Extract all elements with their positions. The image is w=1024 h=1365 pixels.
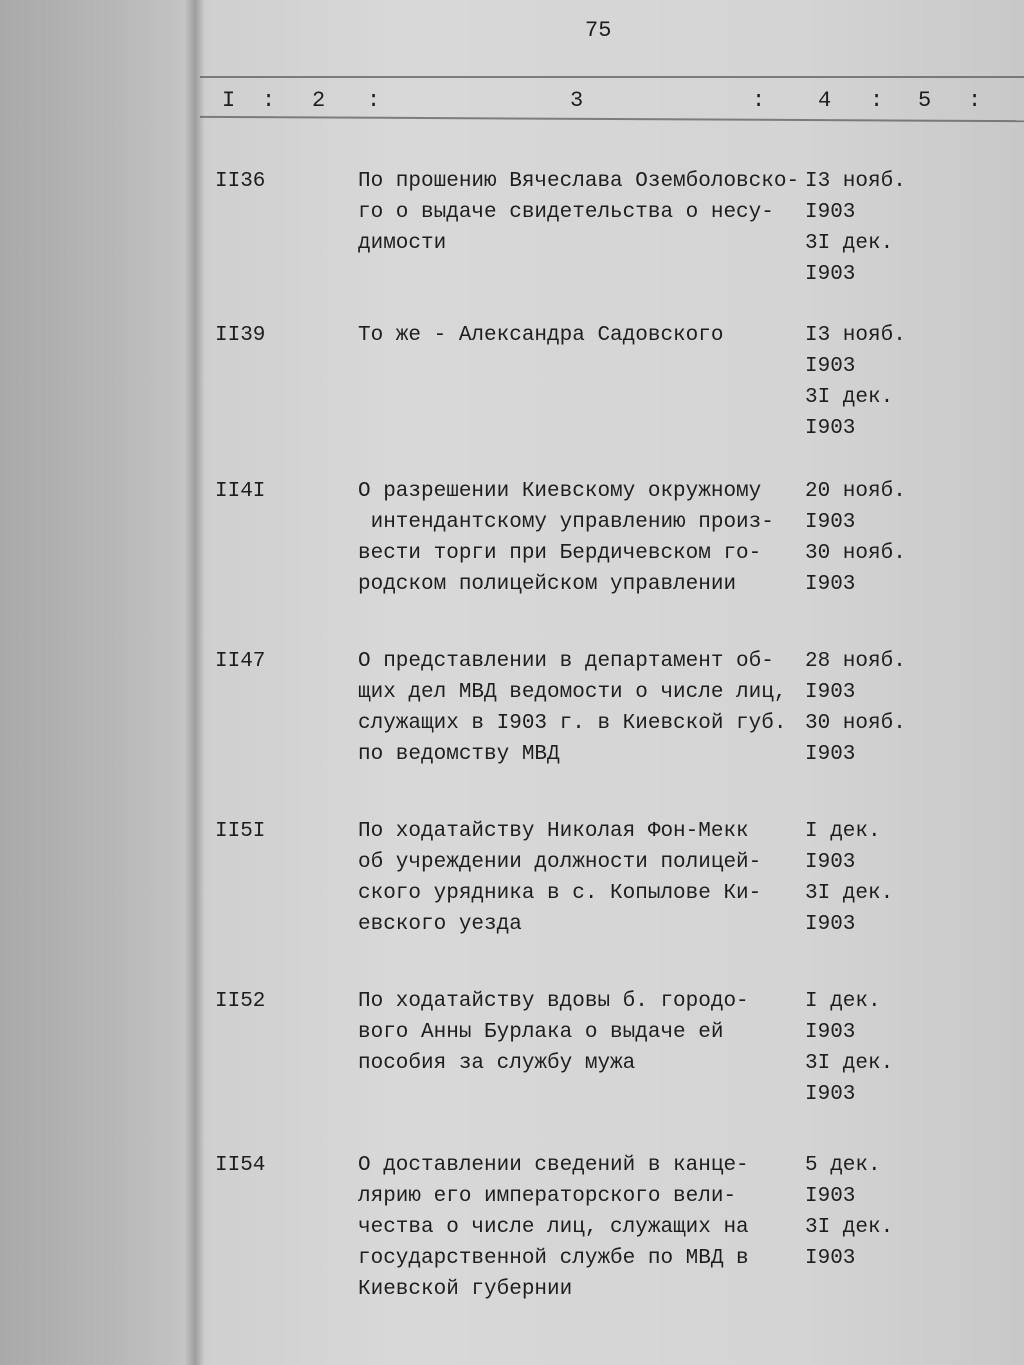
date-line: 20 нояб. xyxy=(805,480,906,503)
date-line: I903 xyxy=(805,263,856,286)
entry-number: II39 xyxy=(215,324,266,347)
description-line: интендантскому управлению произ- xyxy=(358,511,774,534)
description-line: евского уезда xyxy=(358,913,522,936)
entry-dates xyxy=(805,986,893,1110)
description-line: вого Анны Бурлака о выдаче ей xyxy=(358,1021,724,1044)
description-line: служащих в I903 г. в Киевской губ. xyxy=(358,712,787,735)
entry-dates xyxy=(805,320,906,444)
date-line: I903 xyxy=(805,743,856,766)
header-bottom-rule xyxy=(200,116,1024,122)
entry-number: II52 xyxy=(215,990,266,1013)
description-line: государственной службе по МВД в xyxy=(358,1247,749,1270)
date-line: 5 дек. xyxy=(805,1154,881,1177)
description-line: по ведомству МВД xyxy=(358,743,560,766)
date-line: I903 xyxy=(805,851,856,874)
description-line: го о выдаче свидетельства о несу- xyxy=(358,201,774,224)
description-line: По ходатайству вдовы б. городо- xyxy=(358,990,749,1013)
date-line: I903 xyxy=(805,201,856,224)
entry-dates xyxy=(805,646,906,770)
description-line: щих дел МВД ведомости о числе лиц, xyxy=(358,681,787,704)
entry-dates xyxy=(805,1150,893,1274)
entry-description xyxy=(358,646,808,770)
date-line: 3I дек. xyxy=(805,386,894,409)
date-line: 30 нояб. xyxy=(805,542,906,565)
description-line: родском полицейском управлении xyxy=(358,573,737,596)
description-line: ского урядника в с. Копылове Ки- xyxy=(358,882,762,905)
description-line: По прошению Вячеслава Оземболовско- xyxy=(358,170,800,193)
date-line: I3 нояб. xyxy=(805,170,906,193)
description-line: О доставлении сведений в канце- xyxy=(358,1154,749,1177)
description-line: Киевской губернии xyxy=(358,1278,573,1301)
col-sep: : xyxy=(870,88,884,113)
date-line: I903 xyxy=(805,1185,856,1208)
entry-number: II54 xyxy=(215,1154,266,1177)
description-line: По ходатайству Николая Фон-Мекк xyxy=(358,820,749,843)
entry-description xyxy=(358,1150,808,1305)
entry-number: II4I xyxy=(215,480,266,503)
date-line: I3 нояб. xyxy=(805,324,906,347)
date-line: I дек. xyxy=(805,990,881,1013)
date-line: 3I дек. xyxy=(805,232,894,255)
entry-description xyxy=(358,320,808,351)
col-sep: : xyxy=(752,88,766,113)
date-line: I903 xyxy=(805,681,856,704)
col-1-label: I xyxy=(222,88,236,113)
date-line: I903 xyxy=(805,913,856,936)
date-line: I903 xyxy=(805,1083,856,1106)
col-5-label: 5 xyxy=(918,88,932,113)
col-sep: : xyxy=(968,88,982,113)
date-line: 28 нояб. xyxy=(805,650,906,673)
date-line: 3I дек. xyxy=(805,1216,894,1239)
description-line: вести торги при Бердичевском го- xyxy=(358,542,762,565)
date-line: I903 xyxy=(805,1247,856,1270)
date-line: I903 xyxy=(805,573,856,596)
page-number: 75 xyxy=(585,18,612,43)
description-line: чества о числе лиц, служащих на xyxy=(358,1216,749,1239)
entry-number: II5I xyxy=(215,820,266,843)
description-line: О представлении в департамент об- xyxy=(358,650,774,673)
header-top-rule xyxy=(200,76,1024,78)
date-line: I903 xyxy=(805,355,856,378)
description-line: пособия за службу мужа xyxy=(358,1052,636,1075)
col-3-label: 3 xyxy=(570,88,584,113)
col-2-label: 2 xyxy=(312,88,326,113)
description-line: О разрешении Киевскому окружному xyxy=(358,480,762,503)
description-line: То же - Александра Садовского xyxy=(358,324,724,347)
date-line: 3I дек. xyxy=(805,1052,894,1075)
date-line: 3I дек. xyxy=(805,882,894,905)
col-4-label: 4 xyxy=(818,88,832,113)
col-sep: : xyxy=(262,88,276,113)
date-line: I903 xyxy=(805,417,856,440)
description-line: лярию его императорского вели- xyxy=(358,1185,737,1208)
entry-description xyxy=(358,166,808,259)
date-line: I903 xyxy=(805,1021,856,1044)
entry-number: II47 xyxy=(215,650,266,673)
date-line: I дек. xyxy=(805,820,881,843)
entry-description xyxy=(358,816,808,940)
date-line: 30 нояб. xyxy=(805,712,906,735)
col-sep: : xyxy=(367,88,381,113)
entry-number: II36 xyxy=(215,170,266,193)
entry-dates xyxy=(805,476,906,600)
description-line: об учреждении должности полицей- xyxy=(358,851,762,874)
description-line: димости xyxy=(358,232,447,255)
date-line: I903 xyxy=(805,511,856,534)
entry-dates xyxy=(805,816,893,940)
entry-description xyxy=(358,476,808,600)
entry-dates xyxy=(805,166,906,290)
entry-description xyxy=(358,986,808,1079)
